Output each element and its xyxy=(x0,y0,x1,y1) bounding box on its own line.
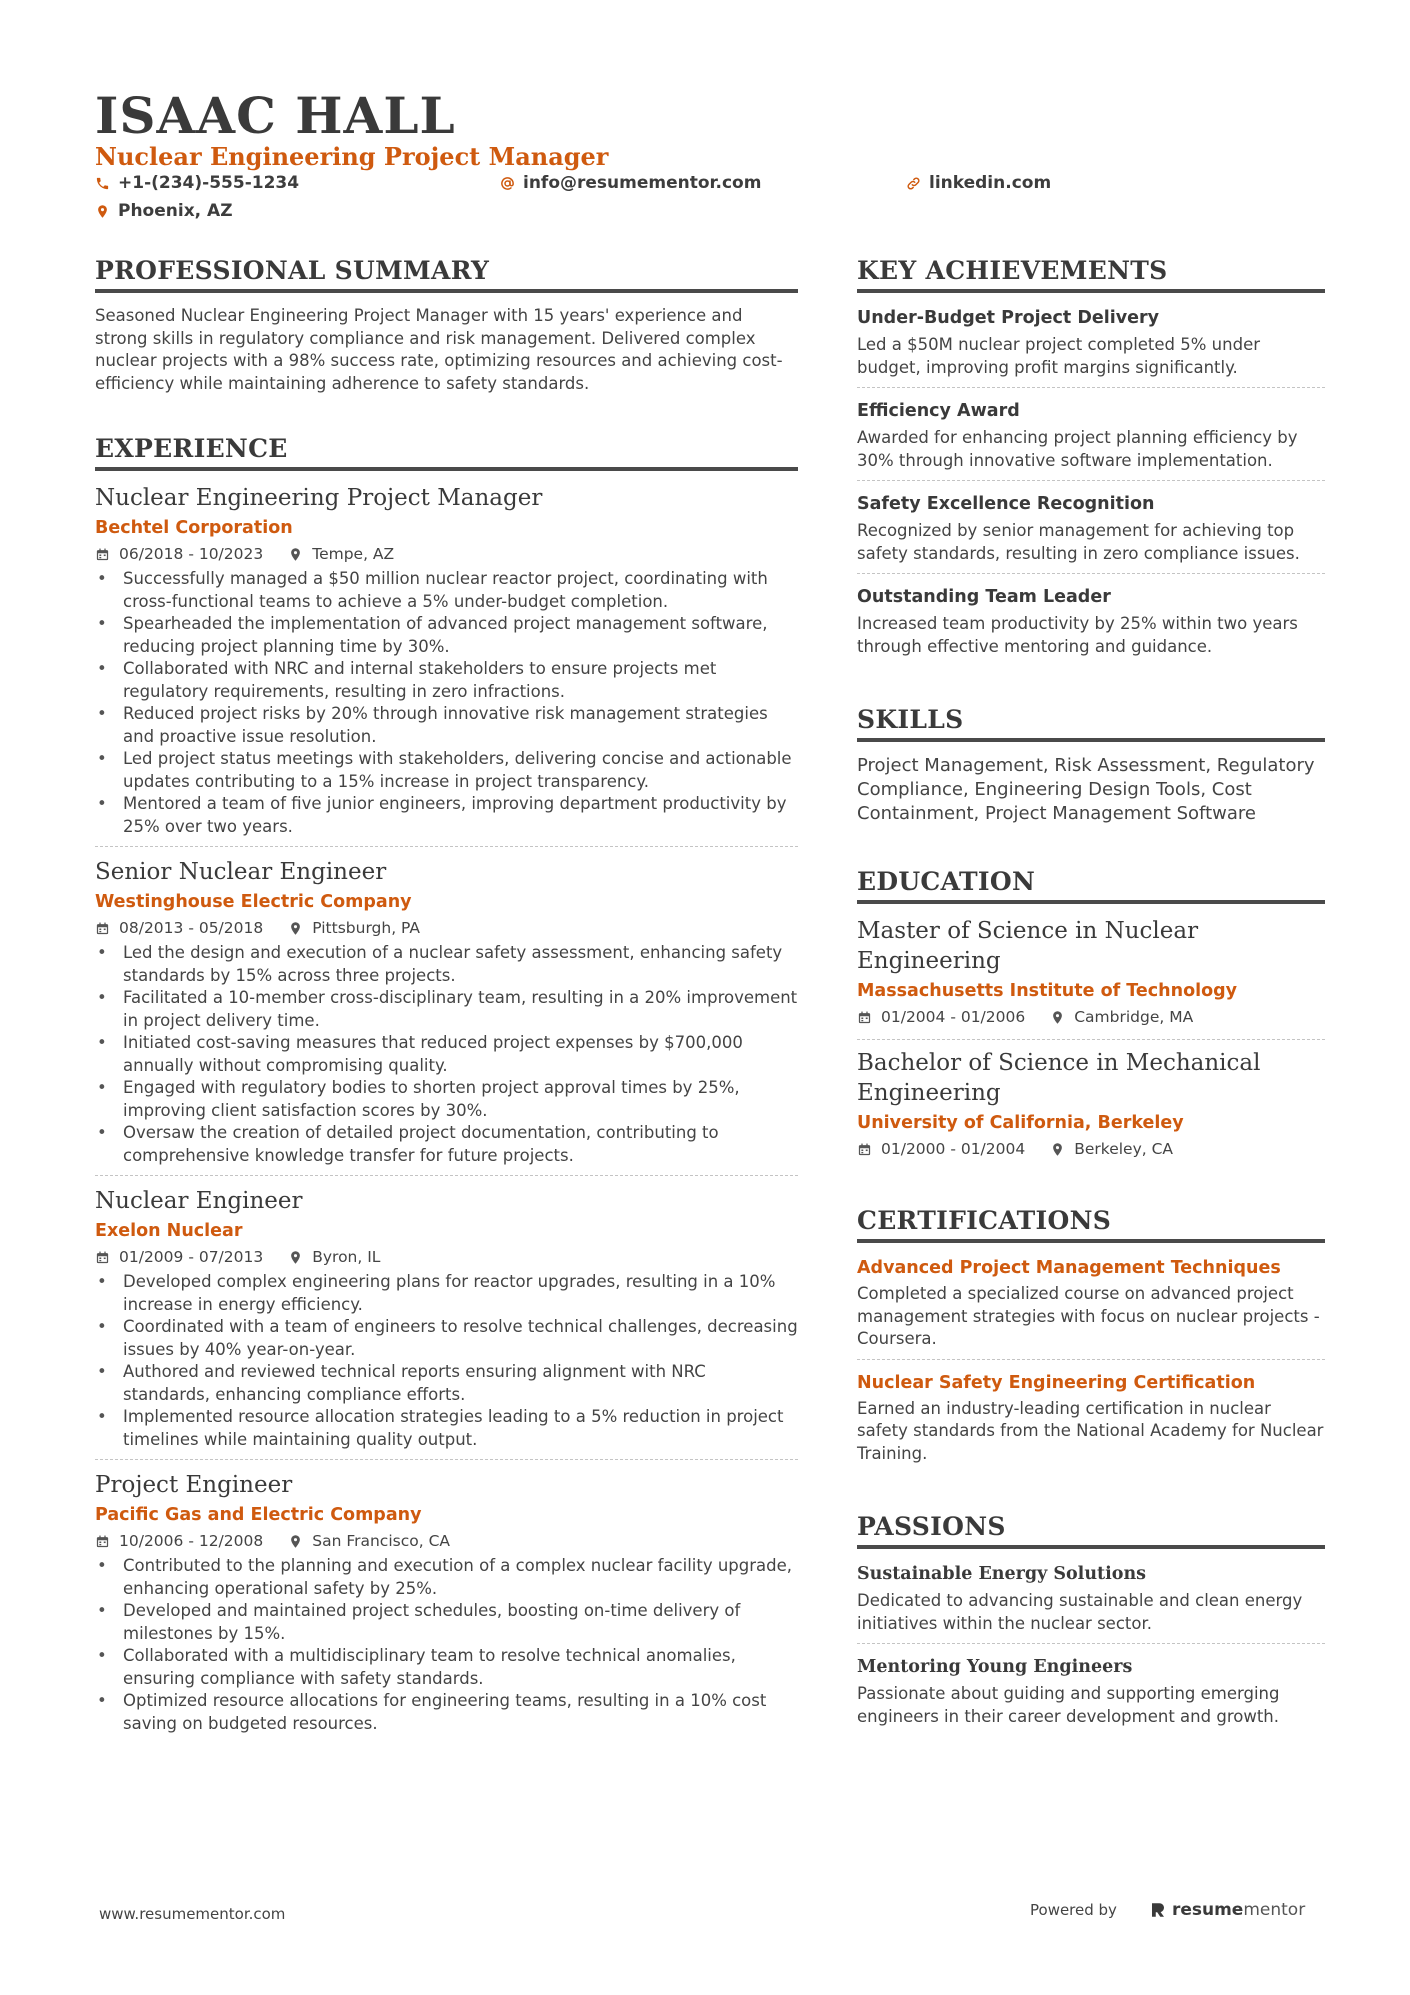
job-dates: 10/2006 - 12/2008 xyxy=(119,1532,264,1550)
job-company: Pacific Gas and Electric Company xyxy=(95,1505,422,1525)
job-bullet: • Spearheaded the implementation of advanced project management software, reducing project planning time by 30%. xyxy=(95,613,798,658)
job-meta xyxy=(95,1529,798,1553)
job-meta xyxy=(95,916,798,940)
education-location: Cambridge, MA xyxy=(1074,1008,1194,1026)
calendar-icon xyxy=(857,1010,872,1025)
education-section xyxy=(857,866,1325,1171)
section-title-passions: PASSIONS xyxy=(857,1511,1325,1549)
education-dates: 01/2004 - 01/2006 xyxy=(881,1008,1026,1026)
passion-item xyxy=(857,1643,1325,1736)
job-bullet: • Contributed to the planning and execution of a complex nuclear facility upgrade, enhancing operational safety by 25%. xyxy=(95,1555,798,1600)
job-location: San Francisco, CA xyxy=(312,1532,450,1550)
job-entry xyxy=(95,1175,798,1459)
passions-section xyxy=(857,1511,1325,1736)
job-company: Bechtel Corporation xyxy=(95,518,293,538)
job-role: Senior Nuclear Engineer xyxy=(95,859,387,885)
section-title-experience: EXPERIENCE xyxy=(95,433,798,471)
education-degree: Master of Science in Nuclear Engineering xyxy=(857,918,1199,974)
contact-email[interactable] xyxy=(500,171,761,195)
job-entry xyxy=(95,846,798,1175)
job-dates: 06/2018 - 10/2023 xyxy=(119,545,264,563)
job-bullet: • Led project status meetings with stakeholders, delivering concise and actionable updates contributing to a 15% increase in project transparency. xyxy=(95,748,798,793)
job-role: Nuclear Engineering Project Manager xyxy=(95,485,543,511)
section-title-certifications: CERTIFICATIONS xyxy=(857,1205,1325,1243)
passion-text: Dedicated to advancing sustainable and clean energy initiatives within the nuclear sector. xyxy=(857,1591,1303,1633)
job-entry xyxy=(95,483,798,846)
right-column xyxy=(857,255,1325,1736)
candidate-name: ISAAC HALL xyxy=(95,86,456,145)
job-location: Pittsburgh, PA xyxy=(312,919,421,937)
education-degree: Bachelor of Science in Mechanical Engineering xyxy=(857,1050,1261,1106)
location-text: Phoenix, AZ xyxy=(118,201,233,221)
achievement-text: Awarded for enhancing project planning efficiency by 30% through innovative software implementation. xyxy=(857,428,1298,470)
skills-text: Project Management, Risk Assessment, Regulatory Compliance, Engineering Design Tools, Cost Containment, Project Management Software xyxy=(857,755,1315,824)
map-pin-icon xyxy=(1050,1010,1065,1025)
email-text: info@resumementor.com xyxy=(523,173,762,193)
section-title-summary: PROFESSIONAL SUMMARY xyxy=(95,255,798,293)
powered-by-label: Powered by xyxy=(1030,1901,1117,1919)
calendar-icon xyxy=(95,547,110,562)
certification-title: Nuclear Safety Engineering Certification xyxy=(857,1372,1256,1393)
job-bullet: • Initiated cost-saving measures that reduced project expenses by $700,000 annually without compromising quality. xyxy=(95,1032,798,1077)
job-company: Exelon Nuclear xyxy=(95,1221,243,1241)
certifications-section xyxy=(857,1205,1325,1473)
passion-title: Mentoring Young Engineers xyxy=(857,1657,1133,1677)
job-dates: 08/2013 - 05/2018 xyxy=(119,919,264,937)
link-icon xyxy=(906,176,921,191)
job-bullets xyxy=(95,1271,798,1451)
job-dates: 01/2009 - 07/2013 xyxy=(119,1248,264,1266)
job-bullet: • Engaged with regulatory bodies to shorten project approval times by 25%, improving client satisfaction scores by 30%. xyxy=(95,1077,798,1122)
job-bullets xyxy=(95,942,798,1167)
footer-powered-by xyxy=(1030,1900,1305,1920)
education-meta xyxy=(857,1005,1325,1029)
job-bullet: • Collaborated with NRC and internal stakeholders to ensure projects met regulatory requirements, resulting in zero infractions. xyxy=(95,658,798,703)
job-meta xyxy=(95,542,798,566)
job-bullet: • Developed complex engineering plans for reactor upgrades, resulting in a 10% increase in energy efficiency. xyxy=(95,1271,798,1316)
job-bullet: • Led the design and execution of a nuclear safety assessment, enhancing safety standards by 15% across three projects. xyxy=(95,942,798,987)
job-company: Westinghouse Electric Company xyxy=(95,892,412,912)
achievement-title: Outstanding Team Leader xyxy=(857,587,1111,607)
resumementor-logo-icon xyxy=(1149,1901,1167,1919)
job-bullet: • Optimized resource allocations for engineering teams, resulting in a 10% cost saving on budgeted resources. xyxy=(95,1690,798,1735)
section-title-skills: SKILLS xyxy=(857,704,1325,742)
passion-title: Sustainable Energy Solutions xyxy=(857,1564,1147,1584)
left-column xyxy=(95,255,798,1743)
job-bullet: • Reduced project risks by 20% through innovative risk management strategies and proactive issue resolution. xyxy=(95,703,798,748)
certification-item xyxy=(857,1255,1325,1359)
achievement-text: Recognized by senior management for achieving top safety standards, resulting in zero compliance issues. xyxy=(857,521,1300,563)
achievements-section xyxy=(857,255,1325,666)
map-pin-icon xyxy=(288,1250,303,1265)
brand-name-light: mentor xyxy=(1243,1900,1306,1920)
job-location: Tempe, AZ xyxy=(312,545,395,563)
job-bullet: • Developed and maintained project schedules, boosting on-time delivery of milestones by 15%. xyxy=(95,1600,798,1645)
job-bullet: • Oversaw the creation of detailed project documentation, contributing to comprehensive knowledge transfer for future projects. xyxy=(95,1122,798,1167)
experience-section xyxy=(95,433,798,1743)
job-meta xyxy=(95,1245,798,1269)
map-pin-icon xyxy=(288,547,303,562)
education-location: Berkeley, CA xyxy=(1074,1140,1174,1158)
calendar-icon xyxy=(95,1250,110,1265)
job-bullet: • Mentored a team of five junior engineers, improving department productivity by 25% over two years. xyxy=(95,793,798,838)
brand-name-bold: resume xyxy=(1171,1900,1244,1920)
achievement-item xyxy=(857,480,1325,573)
job-role: Project Engineer xyxy=(95,1472,293,1498)
contact-phone xyxy=(95,171,299,195)
calendar-icon xyxy=(95,1534,110,1549)
job-location: Byron, IL xyxy=(312,1248,381,1266)
education-item xyxy=(857,1039,1325,1171)
brand-logo[interactable] xyxy=(1149,1900,1305,1920)
education-school: Massachusetts Institute of Technology xyxy=(857,981,1238,1001)
achievement-text: Led a $50M nuclear project completed 5% under budget, improving profit margins significantly. xyxy=(857,335,1261,377)
footer-website[interactable]: www.resumementor.com xyxy=(99,1905,286,1923)
education-school: University of California, Berkeley xyxy=(857,1113,1184,1133)
education-item xyxy=(857,916,1325,1039)
job-bullets xyxy=(95,568,798,838)
section-title-education: EDUCATION xyxy=(857,866,1325,904)
achievement-title: Efficiency Award xyxy=(857,401,1020,421)
map-pin-icon xyxy=(288,921,303,936)
job-bullet: • Coordinated with a team of engineers to resolve technical challenges, decreasing issues by 40% year-on-year. xyxy=(95,1316,798,1361)
map-pin-icon xyxy=(95,204,110,219)
linkedin-text: linkedin.com xyxy=(929,173,1052,193)
certification-text: Completed a specialized course on advanced project management strategies with focus on nuclear projects - Coursera. xyxy=(857,1284,1320,1348)
passion-text: Passionate about guiding and supporting emerging engineers in their career development and growth. xyxy=(857,1684,1280,1726)
certification-item xyxy=(857,1359,1325,1474)
job-bullet: • Successfully managed a $50 million nuclear reactor project, coordinating with cross-functional teams to achieve a 5% under-budget completion. xyxy=(95,568,798,613)
map-pin-icon xyxy=(288,1534,303,1549)
contact-linkedin[interactable] xyxy=(906,171,1051,195)
phone-text: +1-(234)-555-1234 xyxy=(118,173,300,193)
phone-icon xyxy=(95,176,110,191)
skills-section xyxy=(857,704,1325,826)
job-bullet: • Implemented resource allocation strategies leading to a 5% reduction in project timelines while maintaining quality output. xyxy=(95,1406,798,1451)
summary-text: Seasoned Nuclear Engineering Project Manager with 15 years' experience and strong skills in regulatory compliance and risk management. Delivered complex nuclear projects with a 98% success rate, optimizing resources and achieving cost-efficiency while maintaining adherence to safety standards. xyxy=(95,306,783,393)
achievement-item xyxy=(857,305,1325,387)
summary-section xyxy=(95,255,798,395)
achievement-item xyxy=(857,573,1325,666)
job-bullet: • Authored and reviewed technical reports ensuring alignment with NRC standards, enhancing compliance efforts. xyxy=(95,1361,798,1406)
job-entry xyxy=(95,1459,798,1743)
section-title-achievements: KEY ACHIEVEMENTS xyxy=(857,255,1325,293)
contact-location xyxy=(95,199,233,223)
job-bullet: • Facilitated a 10-member cross-disciplinary team, resulting in a 20% improvement in project delivery time. xyxy=(95,987,798,1032)
calendar-icon xyxy=(857,1142,872,1157)
map-pin-icon xyxy=(1050,1142,1065,1157)
certification-text: Earned an industry-leading certification in nuclear safety standards from the National Academy for Nuclear Training. xyxy=(857,1398,1324,1463)
passion-item xyxy=(857,1561,1325,1643)
job-bullet: • Collaborated with a multidisciplinary team to resolve technical anomalies, ensuring compliance with safety standards. xyxy=(95,1645,798,1690)
job-bullets xyxy=(95,1555,798,1735)
achievement-text: Increased team productivity by 25% within two years through effective mentoring and guidance. xyxy=(857,614,1298,656)
education-dates: 01/2000 - 01/2004 xyxy=(881,1140,1026,1158)
achievement-title: Under-Budget Project Delivery xyxy=(857,308,1160,328)
at-icon xyxy=(500,176,515,191)
calendar-icon xyxy=(95,921,110,936)
candidate-title: Nuclear Engineering Project Manager xyxy=(95,142,609,171)
certification-title: Advanced Project Management Techniques xyxy=(857,1258,1281,1278)
achievement-item xyxy=(857,387,1325,480)
education-meta xyxy=(857,1137,1325,1161)
achievement-title: Safety Excellence Recognition xyxy=(857,494,1155,514)
job-role: Nuclear Engineer xyxy=(95,1188,303,1214)
